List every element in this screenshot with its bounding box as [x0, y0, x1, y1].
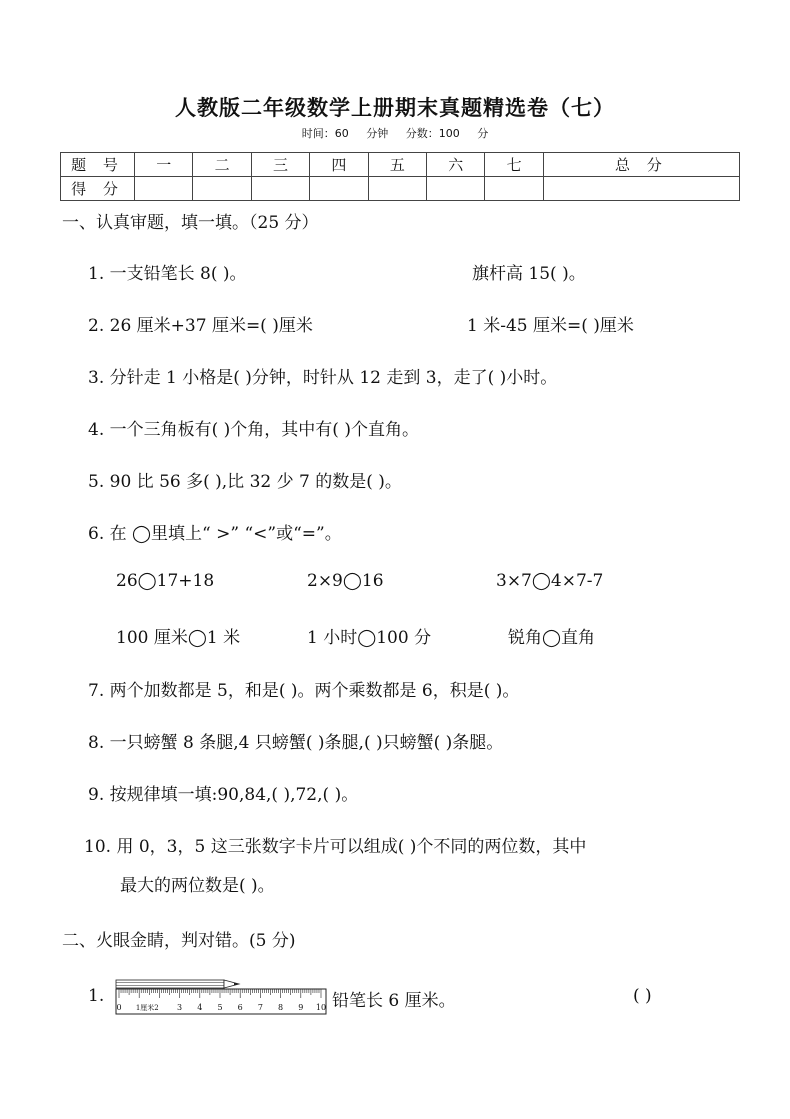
question-2-1-number: 1.	[88, 986, 105, 1006]
score-header-label: 题 号	[61, 153, 135, 177]
score-table-score-row	[61, 177, 740, 201]
score-header-7: 七	[485, 153, 543, 177]
score-cell-6[interactable]	[427, 177, 485, 201]
ruler-label: 7	[257, 1003, 263, 1012]
question-3: 3. 分针走 1 小格是( )分钟，时针从 12 走到 3，走了( )小时。	[88, 368, 558, 388]
score-header-4: 四	[310, 153, 368, 177]
score-cell-total[interactable]	[543, 177, 739, 201]
question-8: 8. 一只螃蟹 8 条腿,4 只螃蟹( )条腿,( )只螃蟹( )条腿。	[88, 733, 504, 753]
ruler-label: 8	[278, 1003, 284, 1012]
compare-3: 3×7◯4×7-7	[496, 571, 604, 591]
score-header-total: 总 分	[543, 153, 739, 177]
compare-5: 1 小时◯100 分	[307, 628, 432, 648]
question-1a: 1. 一支铅笔长 8( )。	[88, 264, 247, 284]
score-table	[60, 152, 740, 201]
ruler-label: 3	[177, 1003, 183, 1012]
question-10a: 10. 用 0，3，5 这三张数字卡片可以组成( )个不同的两位数，其中	[84, 837, 587, 857]
question-2b: 1 米-45 厘米=( )厘米	[467, 316, 634, 336]
score-header-2: 二	[193, 153, 251, 177]
score-cell-7[interactable]	[485, 177, 543, 201]
score-cell-1[interactable]	[135, 177, 193, 201]
question-4: 4. 一个三角板有( )个角，其中有( )个直角。	[88, 420, 419, 440]
pencil-icon	[116, 980, 239, 988]
score-cell-4[interactable]	[310, 177, 368, 201]
ruler-pencil-figure	[115, 977, 327, 1015]
question-1b: 旗杆高 15( )。	[472, 264, 586, 284]
compare-4: 100 厘米◯1 米	[116, 628, 241, 648]
page-title: 人教版二年级数学上册期末真题精选卷（七）	[175, 96, 615, 120]
score-header-3: 三	[251, 153, 309, 177]
section1-heading: 一、认真审题，填一填。（25 分）	[62, 213, 319, 233]
question-2a: 2. 26 厘米+37 厘米=( )厘米	[88, 316, 313, 336]
question-2-1-text: 铅笔长 6 厘米。	[332, 991, 456, 1011]
compare-1: 26◯17+18	[116, 571, 215, 591]
compare-6: 锐角◯直角	[508, 628, 596, 648]
score-cell-3[interactable]	[251, 177, 309, 201]
ruler-label: 5	[217, 1003, 223, 1012]
score-table-header-row	[61, 153, 740, 177]
score-header-5: 五	[368, 153, 426, 177]
score-header-1: 一	[135, 153, 193, 177]
score-row-label: 得 分	[61, 177, 135, 201]
ruler-label: 1厘米2	[135, 1004, 159, 1012]
ruler-label: 9	[298, 1003, 304, 1012]
exam-info: 时间：60 分钟 分数：100 分	[301, 127, 489, 140]
ruler-label: 6	[237, 1003, 243, 1012]
question-7: 7. 两个加数都是 5，和是( )。两个乘数都是 6，积是( )。	[88, 681, 520, 701]
question-9: 9. 按规律填一填:90,84,( ),72,( )。	[88, 785, 359, 805]
question-6: 6. 在 ◯里填上“ >” “<”或“=”。	[88, 524, 342, 544]
ruler-label: 10	[315, 1003, 327, 1012]
question-10b: 最大的两位数是( )。	[120, 876, 275, 896]
ruler-label: 4	[197, 1003, 203, 1012]
ruler-label: 0	[116, 1003, 122, 1012]
compare-2: 2×9◯16	[307, 571, 384, 591]
score-cell-2[interactable]	[193, 177, 251, 201]
score-header-6: 六	[427, 153, 485, 177]
score-cell-5[interactable]	[368, 177, 426, 201]
section2-heading: 二、火眼金睛，判对错。(5 分)	[62, 931, 296, 951]
answer-parentheses[interactable]: ( )	[633, 986, 652, 1006]
question-5: 5. 90 比 56 多( ),比 32 少 7 的数是( )。	[88, 472, 402, 492]
